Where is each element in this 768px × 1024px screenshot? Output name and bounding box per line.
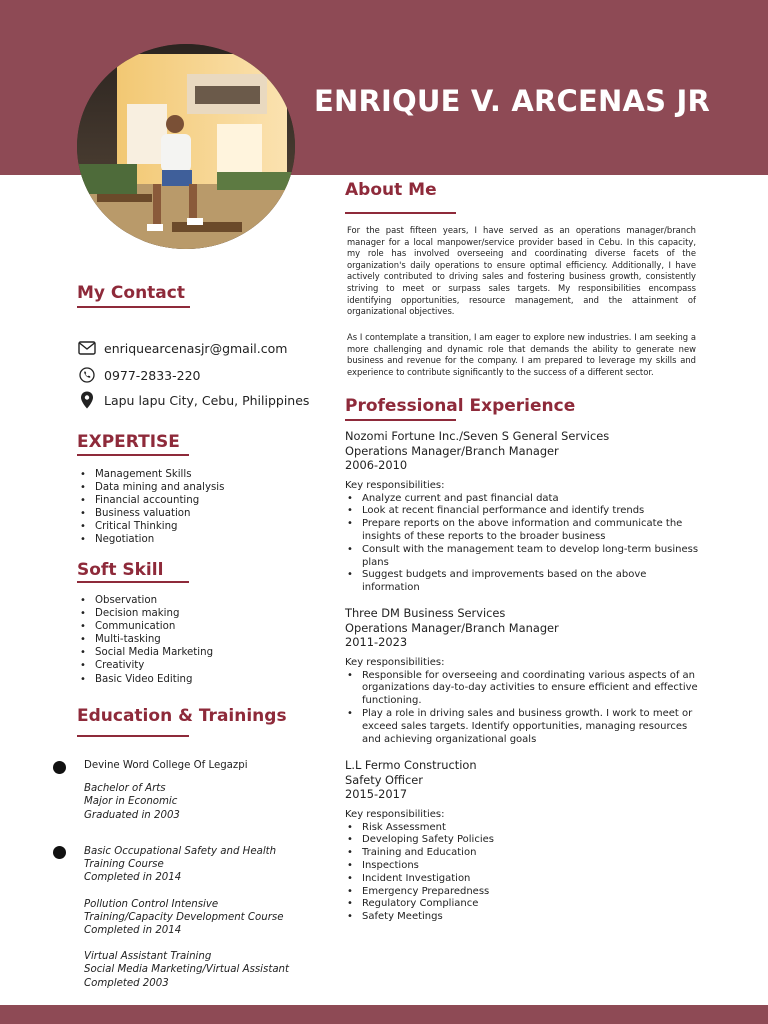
- timeline-dot: [53, 846, 66, 859]
- list-item: • Consult with the management team to develop long-term business plans: [345, 544, 705, 570]
- job-years: 2006-2010: [345, 458, 408, 473]
- list-item: • Responsible for overseeing and coordinating various aspects of an organizations day-to-day activities to ensure efficient and effective functioning.: [345, 670, 705, 708]
- list-item: • Risk Assessment: [345, 822, 705, 835]
- contact-rule: [77, 306, 190, 308]
- training-title: Virtual Assistant Training: [84, 951, 212, 963]
- contact-email[interactable]: [77, 339, 287, 357]
- list-item: • Training and Education: [345, 847, 705, 860]
- mail-icon: [77, 339, 97, 357]
- list-item: • Incident Investigation: [345, 873, 705, 886]
- education-entry-trainings: [84, 845, 289, 990]
- training-title: Basic Occupational Safety and Health: [84, 846, 277, 857]
- job-company: Three DM Business Services: [345, 606, 506, 620]
- list-item: • Basic Video Editing: [78, 673, 213, 686]
- list-item: • Negotiation: [78, 533, 224, 546]
- expertise-rule: [77, 454, 189, 456]
- footer-band: [0, 1005, 768, 1024]
- soft-skill-rule: [77, 581, 189, 583]
- timeline-dot: [53, 761, 66, 774]
- list-item: • Data mining and analysis: [78, 481, 224, 494]
- education-rule: [77, 735, 189, 737]
- expertise-heading: EXPERTISE: [77, 432, 180, 452]
- job-years: 2015-2017: [345, 787, 408, 802]
- job-kr-label: Key responsibilities:: [345, 479, 445, 491]
- list-item: • Decision making: [78, 607, 213, 620]
- job-role: Operations Manager/Branch Manager: [345, 620, 559, 635]
- job-kr-label: Key responsibilities:: [345, 656, 445, 668]
- job-responsibilities: [345, 493, 705, 595]
- job-role: Operations Manager/Branch Manager: [345, 443, 559, 458]
- job-kr-label: Key responsibilities:: [345, 808, 445, 820]
- list-item: • Social Media Marketing: [78, 646, 213, 659]
- expertise-list: [78, 468, 224, 547]
- list-item: • Financial accounting: [78, 494, 224, 507]
- list-item: • Communication: [78, 620, 213, 633]
- phone-text: 0977-2833-220: [104, 367, 201, 383]
- list-item: • Analyze current and past financial data: [345, 493, 705, 506]
- job-responsibilities: [345, 822, 705, 924]
- training-title: Pollution Control Intensive: [84, 898, 219, 910]
- experience-rule: [345, 419, 456, 421]
- full-name: ENRIQUE V. ARCENAS JR: [314, 84, 711, 118]
- job-years: 2011-2023: [345, 635, 408, 650]
- list-item: • Multi-tasking: [78, 633, 213, 646]
- training-title: Social Media Marketing/Virtual Assistant: [84, 964, 290, 976]
- list-item: • Play a role in driving sales and business growth. I work to meet or exceed sales targets. Identify opportunities, managing resources and achieving organizational goals: [345, 708, 705, 746]
- major: Major in Economic: [84, 796, 178, 808]
- list-item: • Safety Meetings: [345, 911, 705, 924]
- profile-photo: [77, 44, 295, 249]
- list-item: • Prepare reports on the above information and communicate the insights of these reports to the broader business: [345, 518, 705, 544]
- training-date: Completed 2003: [84, 977, 169, 989]
- list-item: • Inspections: [345, 860, 705, 873]
- job-fermo: [345, 758, 705, 924]
- job-responsibilities: [345, 670, 705, 747]
- education-heading: Education & Trainings: [77, 706, 287, 726]
- degree: Bachelor of Arts: [84, 783, 166, 795]
- email-text: enriquearcenasjr@gmail.com: [104, 340, 288, 356]
- education-entry-college: [84, 759, 248, 822]
- training-title: Training/Capacity Development Course: [84, 911, 284, 923]
- phone-icon: [77, 366, 97, 384]
- location-pin-icon: [77, 391, 97, 409]
- list-item: • Developing Safety Policies: [345, 834, 705, 847]
- school-name: Devine Word College Of Legazpi: [84, 760, 248, 771]
- address-text: Lapu lapu City, Cebu, Philippines: [104, 392, 310, 408]
- list-item: • Creativity: [78, 659, 213, 672]
- list-item: • Business valuation: [78, 507, 224, 520]
- graduated: Graduated in 2003: [84, 809, 180, 821]
- training-date: Completed in 2014: [84, 872, 182, 884]
- about-heading: About Me: [345, 180, 437, 200]
- list-item: • Management Skills: [78, 468, 224, 481]
- about-paragraph-1: For the past fifteen years, I have served as an operations manager/branch manager for a local manpower/service provider based in Cebu. In this capacity, my role has involved overseeing and coordinating diverse facets of the organization's daily operations to ensure optimal efficiency. Additionally, I have actively contributed to driving sales and fostering business growth, consistently striving to meet or surpass sales targets. My responsibilities encompass identifying opportunities, resource management, and the attainment of organizational objectives.: [347, 225, 696, 317]
- training-title: Training Course: [84, 859, 164, 871]
- soft-skill-list: [78, 594, 213, 686]
- about-rule: [345, 212, 456, 214]
- list-item: • Emergency Preparedness: [345, 886, 705, 899]
- list-item: • Regulatory Compliance: [345, 898, 705, 911]
- job-three-dm: [345, 606, 705, 746]
- contact-address: [77, 391, 309, 409]
- experience-heading: Professional Experience: [345, 396, 576, 416]
- contact-phone[interactable]: [77, 366, 201, 384]
- contact-heading: My Contact: [77, 283, 185, 303]
- job-company: L.L Fermo Construction: [345, 758, 477, 772]
- list-item: • Suggest budgets and improvements based on the above information: [345, 569, 705, 595]
- list-item: • Critical Thinking: [78, 520, 224, 533]
- about-paragraph-2: As I contemplate a transition, I am eager to explore new industries. I am seeking a more challenging and dynamic role that demands the ability to generate new business and revenue for the company. I am prepared to leverage my skills and experience to contribute significantly to the success of a different sector.: [347, 332, 696, 377]
- job-company: Nozomi Fortune Inc./Seven S General Services: [345, 429, 610, 443]
- list-item: • Look at recent financial performance and identify trends: [345, 505, 705, 518]
- training-date: Completed in 2014: [84, 925, 182, 937]
- job-nozomi: [345, 429, 705, 595]
- soft-skill-heading: Soft Skill: [77, 560, 164, 580]
- job-role: Safety Officer: [345, 772, 423, 787]
- list-item: • Observation: [78, 594, 213, 607]
